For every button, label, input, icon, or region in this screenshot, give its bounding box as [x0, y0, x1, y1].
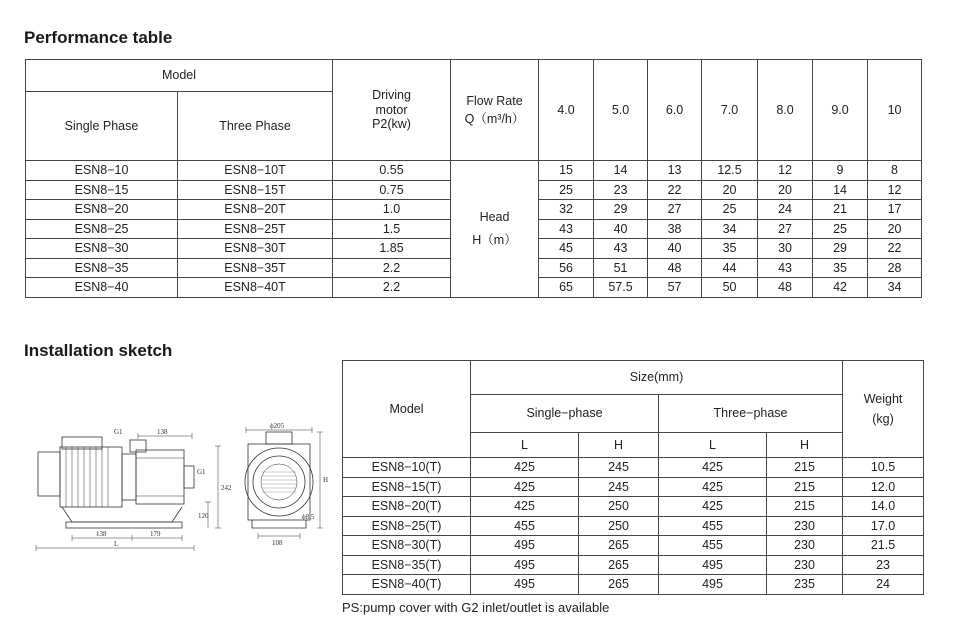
three-phase-model: ESN8−25T — [178, 219, 333, 239]
weight-value: 10.5 — [843, 458, 924, 478]
single-phase-h: 265 — [579, 575, 659, 595]
ps-note — [342, 600, 609, 615]
inst-h-header: H — [579, 433, 659, 458]
motor-power: 0.55 — [333, 161, 451, 181]
dim-label: H — [323, 476, 329, 484]
head-value: 15 — [539, 161, 594, 181]
single-phase-h: 265 — [579, 536, 659, 556]
head-value: 34 — [702, 219, 758, 239]
performance-heading: Performance table — [24, 28, 173, 47]
head-value: 12 — [758, 161, 813, 181]
head-value: 48 — [758, 278, 813, 298]
perf-motor-header: Driving motor P2(kw) — [333, 60, 451, 161]
single-phase-model: ESN8−20 — [26, 200, 178, 220]
model-name: ESN8−25(T) — [343, 516, 471, 536]
dim-label: 120 — [198, 512, 209, 520]
single-phase-l: 425 — [471, 477, 579, 497]
weight-value: 17.0 — [843, 516, 924, 536]
head-value: 24 — [758, 200, 813, 220]
model-name: ESN8−10(T) — [343, 458, 471, 478]
head-value: 9 — [813, 161, 868, 181]
motor-power: 1.85 — [333, 239, 451, 259]
head-value: 38 — [648, 219, 702, 239]
three-phase-l: 455 — [659, 516, 767, 536]
single-phase-l: 425 — [471, 458, 579, 478]
motor-power: 1.0 — [333, 200, 451, 220]
inst-l-header: L — [471, 433, 579, 458]
head-value: 44 — [702, 258, 758, 278]
ps-text: pump cover with G2 inlet/outlet is available — [362, 600, 610, 615]
model-name: ESN8−20(T) — [343, 497, 471, 517]
weight-value: 21.5 — [843, 536, 924, 556]
three-phase-model: ESN8−20T — [178, 200, 333, 220]
single-phase-model: ESN8−30 — [26, 239, 178, 259]
model-name: ESN8−40(T) — [343, 575, 471, 595]
three-phase-l: 425 — [659, 458, 767, 478]
inst-three-phase-header: Three−phase — [659, 395, 843, 433]
motor-power: 2.2 — [333, 278, 451, 298]
head-value: 20 — [758, 180, 813, 200]
flow-value: 9.0 — [813, 60, 868, 161]
performance-table — [25, 59, 922, 298]
dim-label: 179 — [150, 530, 161, 538]
single-phase-model: ESN8−35 — [26, 258, 178, 278]
dim-label: L — [114, 540, 119, 548]
single-phase-h: 245 — [579, 477, 659, 497]
head-value: 17 — [868, 200, 922, 220]
head-value: 29 — [813, 239, 868, 259]
inst-row — [343, 536, 924, 556]
head-label: Head H（m） — [451, 161, 539, 298]
head-value: 13 — [648, 161, 702, 181]
head-value: 21 — [813, 200, 868, 220]
head-value: 28 — [868, 258, 922, 278]
inst-row — [343, 458, 924, 478]
head-value: 40 — [648, 239, 702, 259]
head-value: 56 — [539, 258, 594, 278]
head-value: 65 — [539, 278, 594, 298]
head-value: 45 — [539, 239, 594, 259]
three-phase-l: 495 — [659, 575, 767, 595]
three-phase-h: 235 — [767, 575, 843, 595]
three-phase-model: ESN8−30T — [178, 239, 333, 259]
head-value: 57.5 — [594, 278, 648, 298]
head-value: 8 — [868, 161, 922, 181]
dim-label: 138 — [96, 530, 107, 538]
single-phase-l: 495 — [471, 575, 579, 595]
weight-value: 23 — [843, 555, 924, 575]
head-value: 12 — [868, 180, 922, 200]
three-phase-model: ESN8−35T — [178, 258, 333, 278]
head-value: 14 — [594, 161, 648, 181]
head-value: 23 — [594, 180, 648, 200]
three-phase-h: 215 — [767, 458, 843, 478]
ps-prefix: PS: — [342, 600, 363, 615]
three-phase-l: 425 — [659, 497, 767, 517]
flow-value: 8.0 — [758, 60, 813, 161]
inst-weight-header: Weight (kg) — [843, 361, 924, 458]
head-value: 22 — [648, 180, 702, 200]
three-phase-model: ESN8−15T — [178, 180, 333, 200]
head-value: 48 — [648, 258, 702, 278]
single-phase-h: 245 — [579, 458, 659, 478]
perf-flow-header: Flow Rate Q（m³/h） — [451, 60, 539, 161]
three-phase-h: 230 — [767, 516, 843, 536]
head-value: 35 — [702, 239, 758, 259]
three-phase-h: 230 — [767, 555, 843, 575]
inst-row — [343, 555, 924, 575]
motor-power: 2.2 — [333, 258, 451, 278]
single-phase-h: 265 — [579, 555, 659, 575]
inst-row — [343, 477, 924, 497]
single-phase-l: 495 — [471, 555, 579, 575]
dim-label: ϕ8.5 — [302, 513, 315, 521]
head-value: 40 — [594, 219, 648, 239]
head-value: 22 — [868, 239, 922, 259]
installation-heading: Installation sketch — [24, 341, 173, 360]
perf-model-header: Model — [26, 60, 333, 92]
model-name: ESN8−15(T) — [343, 477, 471, 497]
dim-label: 108 — [272, 539, 283, 547]
three-phase-h: 215 — [767, 477, 843, 497]
single-phase-l: 425 — [471, 497, 579, 517]
model-name: ESN8−35(T) — [343, 555, 471, 575]
single-phase-model: ESN8−15 — [26, 180, 178, 200]
dim-label: ϕ205 — [270, 422, 285, 430]
flow-value: 10 — [868, 60, 922, 161]
head-value: 32 — [539, 200, 594, 220]
flow-value: 5.0 — [594, 60, 648, 161]
single-phase-model: ESN8−10 — [26, 161, 178, 181]
flow-value: 7.0 — [702, 60, 758, 161]
head-value: 30 — [758, 239, 813, 259]
weight-value: 24 — [843, 575, 924, 595]
single-phase-l: 455 — [471, 516, 579, 536]
dim-label: 242 — [221, 484, 232, 492]
dim-label: 138 — [157, 428, 168, 436]
perf-single-phase-header: Single Phase — [26, 92, 178, 161]
weight-value: 12.0 — [843, 477, 924, 497]
inst-row — [343, 516, 924, 536]
three-phase-model: ESN8−40T — [178, 278, 333, 298]
installation-table — [342, 360, 924, 595]
head-value: 20 — [702, 180, 758, 200]
model-name: ESN8−30(T) — [343, 536, 471, 556]
head-value: 35 — [813, 258, 868, 278]
three-phase-h: 215 — [767, 497, 843, 517]
head-value: 20 — [868, 219, 922, 239]
head-value: 14 — [813, 180, 868, 200]
single-phase-model: ESN8−25 — [26, 219, 178, 239]
three-phase-l: 495 — [659, 555, 767, 575]
perf-three-phase-header: Three Phase — [178, 92, 333, 161]
head-value: 25 — [813, 219, 868, 239]
single-phase-model: ESN8−40 — [26, 278, 178, 298]
inst-row — [343, 497, 924, 517]
single-phase-h: 250 — [579, 516, 659, 536]
perf-row — [26, 161, 922, 181]
inst-model-header: Model — [343, 361, 471, 458]
inst-h-header: H — [767, 433, 843, 458]
head-value: 42 — [813, 278, 868, 298]
motor-power: 0.75 — [333, 180, 451, 200]
motor-power: 1.5 — [333, 219, 451, 239]
head-value: 50 — [702, 278, 758, 298]
head-value: 25 — [702, 200, 758, 220]
inst-size-header: Size(mm) — [471, 361, 843, 395]
pump-sketch — [22, 422, 332, 557]
flow-value: 4.0 — [539, 60, 594, 161]
flow-value: 6.0 — [648, 60, 702, 161]
dim-label: G1 — [114, 428, 123, 436]
three-phase-l: 455 — [659, 536, 767, 556]
weight-value: 14.0 — [843, 497, 924, 517]
dim-label: G1 — [197, 468, 206, 476]
head-value: 27 — [758, 219, 813, 239]
head-value: 27 — [648, 200, 702, 220]
inst-single-phase-header: Single−phase — [471, 395, 659, 433]
head-value: 57 — [648, 278, 702, 298]
inst-l-header: L — [659, 433, 767, 458]
three-phase-h: 230 — [767, 536, 843, 556]
single-phase-l: 495 — [471, 536, 579, 556]
head-value: 34 — [868, 278, 922, 298]
head-value: 12.5 — [702, 161, 758, 181]
head-value: 29 — [594, 200, 648, 220]
inst-row — [343, 575, 924, 595]
head-value: 43 — [539, 219, 594, 239]
head-value: 43 — [594, 239, 648, 259]
head-value: 25 — [539, 180, 594, 200]
single-phase-h: 250 — [579, 497, 659, 517]
three-phase-l: 425 — [659, 477, 767, 497]
head-value: 43 — [758, 258, 813, 278]
head-value: 51 — [594, 258, 648, 278]
three-phase-model: ESN8−10T — [178, 161, 333, 181]
